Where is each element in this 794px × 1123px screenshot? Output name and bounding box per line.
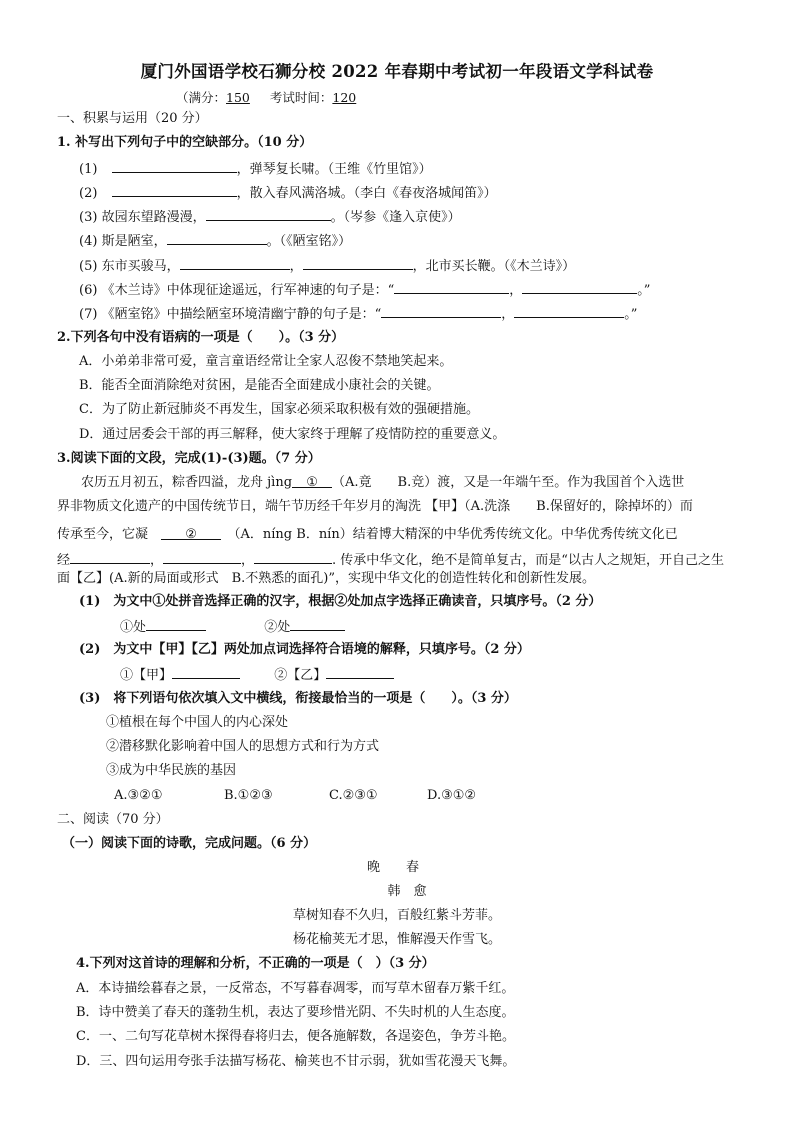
passage-line-4: 经 ， ， . 传承中华文化，绝不是简单复古，而是“以古人之规矩，开自己之生 [57,550,724,570]
q4-option-d: D．三、四句运用夸张手法描写杨花、榆荚也不甘示弱，犹如雪花漫天飞舞。 [76,1054,516,1069]
q3-sub3-item-2: ②潜移默化影响着中国人的思想方式和行为方式 [106,739,380,754]
answer-blank[interactable] [381,304,501,318]
q3-sub3: (3) 将下列语句依次填入文中横线，衔接最恰当的一项是（ ）。（3 分） [79,691,517,706]
answer-blank[interactable] [180,256,290,270]
answer-blank[interactable] [172,665,240,679]
blank-2[interactable]: ② [161,526,221,540]
q2-option-c: C．为了防止新冠肺炎不再发生，国家必须采取积极有效的强硬措施。 [79,402,479,417]
poem-title: 晚 春 [366,860,419,875]
q3-sub3-option-a: A.③②① [114,788,163,803]
q3-sub3-option-c: C.②③① [329,788,378,803]
passage-line-5: 面【乙】(A.新的局面或形式 B.不熟悉的面孔)”，实现中华文化的创造性转化和创新性发展。 [57,571,595,586]
answer-blank[interactable] [514,304,624,318]
answer-blank[interactable] [112,183,237,197]
q1-item-6: (6) 《木兰诗》中体现征途遥远，行军神速的句子是：“ ， 。” [79,280,650,300]
time-value: 120 [332,90,357,105]
score-value: 150 [226,90,250,105]
passage-line-1: 农历五月初五，粽香四溢，龙舟 jìng ① （A.竟 B.竞）渡，又是一年端午至。作为我国首个入选世 [81,475,685,490]
q3-sub1-answers: ①处 ②处 [120,617,345,637]
q1-item-5: (5) 东市买骏马， ， ，北市买长鞭。（《木兰诗》） [79,256,575,276]
q3-sub3-item-3: ③成为中华民族的基因 [106,763,237,778]
answer-blank[interactable] [163,550,241,564]
q2-option-a: A．小弟弟非常可爱，童言童语经常让全家人忍俊不禁地笑起来。 [79,354,453,369]
q1-stem: 1. 补写出下列句子中的空缺部分。（10 分） [57,135,313,150]
q3-sub3-option-d: D.③①② [427,788,477,803]
q4-option-a: A．本诗描绘暮春之景，一反常态，不写暮春凋零，而写草木留春万紫千红。 [76,981,515,996]
answer-blank[interactable] [326,665,394,679]
answer-blank[interactable] [206,207,331,221]
q2-stem: 2.下列各句中没有语病的一项是（ ）。（3 分） [57,330,345,345]
answer-blank[interactable] [522,280,637,294]
q4-stem: 4.下列对这首诗的理解和分析，不正确的一项是（ ）（3 分） [76,956,435,971]
section1-heading: 一、积累与运用（20 分） [57,111,208,126]
q4-option-b: B．诗中赞美了春天的蓬勃生机，表达了要珍惜光阴、不失时机的人生态度。 [76,1005,515,1020]
q1-item-4: (4) 斯是陋室， 。（《陋室铭》） [79,231,351,251]
exam-title: 厦门外国语学校石狮分校 2022 年春期中考试初一年段语文学科试卷 [140,62,654,81]
answer-blank[interactable] [394,280,509,294]
score-label: （满分： [176,90,227,105]
q3-stem: 3.阅读下面的文段，完成(1)-(3)题。（7 分） [57,451,321,466]
q2-option-b: B．能否全面消除绝对贫困，是能否全面建成小康社会的关键。 [79,378,440,393]
answer-blank[interactable] [112,159,237,173]
answer-blank[interactable] [146,617,206,631]
q2-option-d: D．通过居委会干部的再三解释，使大家终于理解了疫情防控的重要意义。 [79,427,506,442]
passage-line-2: 界非物质文化遗产的中国传统节日，端午节历经千年岁月的淘洗 【甲】（A.洗涤 B.保留好的，除掉坏的）而 [57,499,693,514]
q1-item-7: (7) 《陋室铭》中描绘陋室环境清幽宁静的句子是：“ ， 。” [79,304,637,324]
poem-line-2: 杨花榆荚无才思，惟解漫天作雪飞。 [292,932,501,947]
q3-sub2: (2) 为文中【甲】【乙】两处加点词选择符合语境的解释，只填序号。（2 分） [79,642,530,657]
q4-option-c: C．一、二句写花草树木探得春将归去，便各施解数，各逞姿色，争芳斗艳。 [76,1029,515,1044]
answer-blank[interactable] [167,231,267,245]
q1-item-3: (3) 故园东望路漫漫， 。（岑参《逢入京使》） [79,207,461,227]
passage-line-3: 传承至今，它凝 ② （A．níng B．nín）结着博大精深的中华优秀传统文化。中华优秀传统文化已 [57,527,678,542]
reading-part-1: （一）阅读下面的诗歌，完成问题。（6 分） [62,836,317,851]
answer-blank[interactable] [290,617,345,631]
q3-sub2-answers: ①【甲】 ②【乙】 [120,665,394,685]
answer-blank[interactable] [70,550,150,564]
blank-1[interactable]: ① [292,474,332,488]
answer-blank[interactable] [254,550,332,564]
q1-item-2: (2) ，散入春风满洛城。（李白《春夜洛城闻笛》） [79,183,497,203]
poem-line-1: 草树知春不久归，百般红紫斗芳菲。 [292,908,501,923]
q1-item-1: (1) ，弹琴复长啸。（王维《竹里馆》） [79,159,432,179]
q3-sub3-item-1: ①植根在每个中国人的内心深处 [106,715,289,730]
section2-heading: 二、阅读（70 分） [57,812,169,827]
time-label: 考试时间： [269,90,333,105]
poem-author: 韩 愈 [387,884,427,899]
q3-sub3-option-b: B.①②③ [224,788,273,803]
answer-blank[interactable] [303,256,413,270]
exam-meta [176,88,356,106]
q3-sub1: (1) 为文中①处拼音选择正确的汉字，根据②处加点字选择正确读音，只填序号。（2 分） [79,594,602,609]
